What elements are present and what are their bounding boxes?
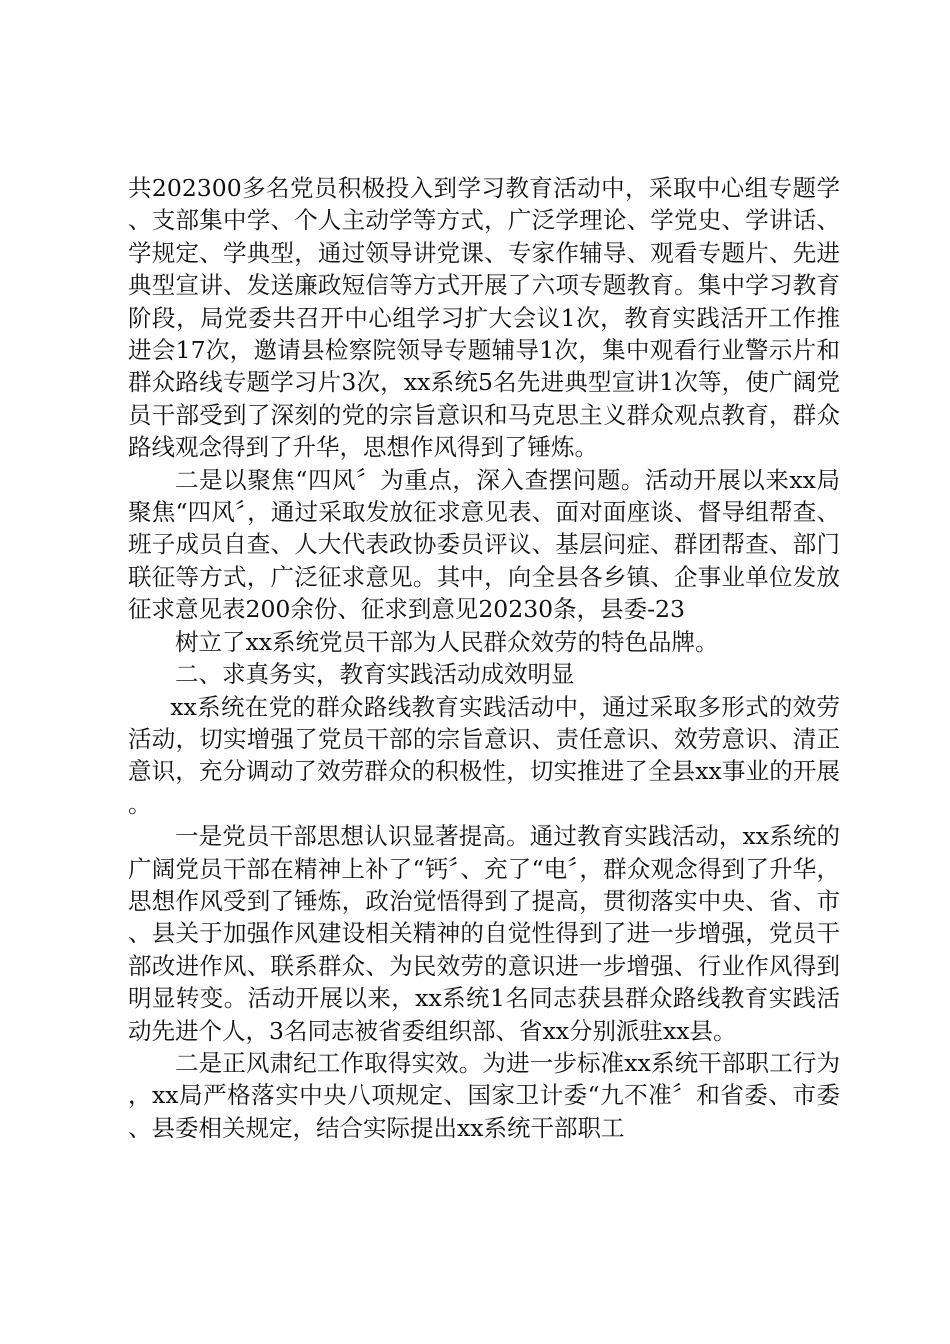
section-heading-results: 二、求真务实，教育实践活动成效明显 — [175, 660, 575, 689]
body-text — [128, 172, 840, 1144]
paragraph-service-activities: xx系统在党的群众路线教育实践活动中，通过采取多形式的效劳活动，切实增强了党员干部的宗旨意识、责任意识、效劳意识、清正意识，充分调动了效劳群众的积极性，切实推进了全县xx事业的开展。 — [128, 692, 840, 818]
paragraph-discipline: 二是正风肃纪工作取得实效。为进一步标准xx系统干部职工行为，xx局严格落实中央八项规定、国家卫计委“九不准〞和省委、市委、县委相关规定，结合实际提出xx系统干部职工 — [128, 1048, 840, 1142]
paragraph-thinking-improved: 一是党员干部思想认识显著提高。通过教育实践活动，xx系统的广阔党员干部在精神上补了“钙〞、充了“电〞，群众观念得到了升华，思想作风受到了锤炼，政治觉悟得到了提高，贯彻落实中央、省、市、县关于加强作风建设相关精神的自觉性得到了进一步增强，党员干部改进作风、联系群众、为民效劳的意识进一步增强、行业作风得到明显转变。活动开展以来，xx系统1名同志获县群众路线教育实践活动先进个人，3名同志被省委组织部、省xx分别派驻xx县。 — [128, 822, 840, 1045]
paragraph-four-winds: 二是以聚焦“四风〞为重点，深入查摆问题。活动开展以来xx局聚焦“四风〞，通过采取发放征求意见表、面对面座谈、督导组帮查、班子成员自查、人大代表政协委员评议、基层问症、群团帮查、部门联征等方式，广泛征求意见。其中，向全县各乡镇、企事业单位发放征求意见表200余份、征求到意见20230条，县委-23 — [128, 465, 840, 624]
paragraph-study-education: 共202300多名党员积极投入到学习教育活动中，采取中心组专题学、支部集中学、个人主动学等方式，广泛学理论、学党史、学讲话、学规定、学典型，通过领导讲党课、专家作辅导、观看专题片、先进典型宣讲、发送廉政短信等方式开展了六项专题教育。集中学习教育阶段，局党委共召开中心组学习扩大会议1次，教育实践活开工作推进会17次，邀请县检察院领导专题辅导1次，集中观看行业警示片和群众路线专题学习片3次，xx系统5名先进典型宣讲1次等，使广阔党员干部受到了深刻的党的宗旨意识和马克思主义群众观点教育，群众路线观念得到了升华，思想作风得到了锤炼。 — [128, 174, 840, 462]
paragraph-brand: 树立了xx系统党员干部为人民群众效劳的特色品牌。 — [175, 627, 719, 656]
